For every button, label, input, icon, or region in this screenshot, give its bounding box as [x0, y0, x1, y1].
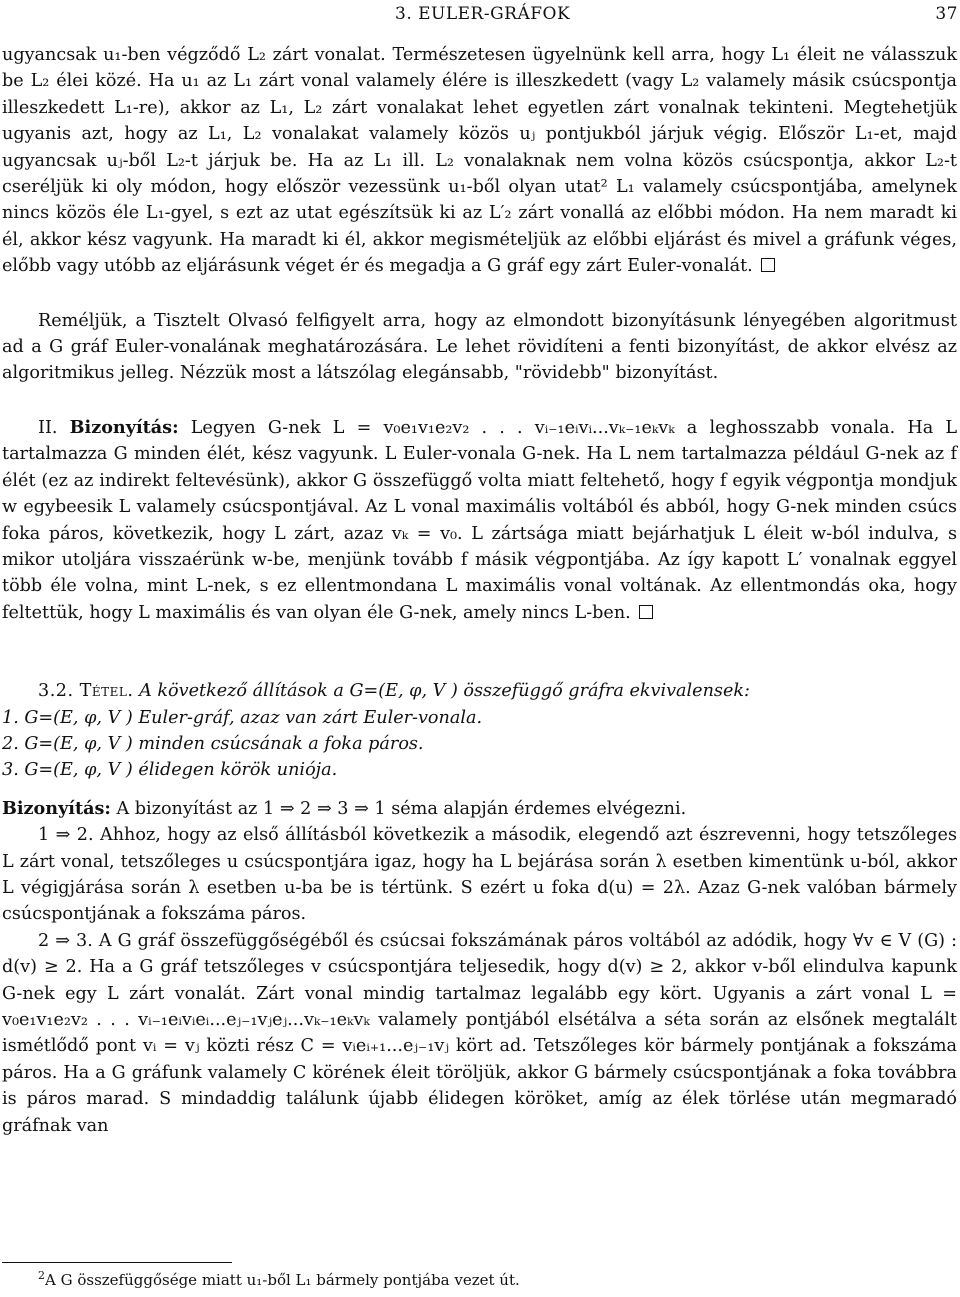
theorem-item-3: 3. G=(E, φ, V ) élidegen körök uniója. [2, 760, 338, 781]
proof-heading: Bizonyítás: [69, 416, 179, 438]
theorem-label: 3.2. Tétel. [38, 681, 134, 702]
footnote-mark: 2 [38, 1269, 45, 1282]
theorem-statement [2, 678, 957, 704]
qed-box-icon [639, 605, 653, 619]
paragraph-text: ugyancsak u₁-ben végződő L₂ zárt vonalat. Természetesen ügyelnünk kell arra, hogy L₁ éleit ne válasszuk be L₂ élei közé. Ha u₁ az L₁ zárt vonal valamely élére is illeszkedett (vagy L₂ valamely másik csúcspontja illeszkedett L₁-re), akkor az L₁, L₂ zárt vonalakat lehet egyetlen zárt vonalnak tekinteni. Megtehetjük ugyanis azt, hogy az L₁, L₂ vonalakat valamely közös uⱼ pontjukból járjuk végig. Először L₁-et, majd ugyancsak uⱼ-ből L₂-t járjuk be. Ha az L₁ ill. L₂ vonalaknak nem volna közös csúcspontja, akkor L₂-t cseréljük ki oly módon, hogy először vezessünk u₁-ből olyan utat² L₁ valamely csúcspontjába, amelynek nincs közös éle L₁-gyel, s ezt az utat egészítsük ki az L′₂ zárt vonallá az előbbi módon. Ha nem maradt ki él, akkor kész vagyunk. Ha maradt ki él, akkor megismételjük az előbbi eljárást és mivel a gráfunk véges, előbb vagy utóbb az eljárásunk véget ér és megadja a G gráf egy zárt Euler-vonalát. [2, 45, 957, 277]
proof-number: II. [38, 417, 58, 438]
footnote-text: A G összefüggősége miatt u₁-ből L₁ bármely pontjába vezet út. [45, 1271, 520, 1289]
footnote-divider [2, 1262, 232, 1263]
chapter-title: 3. EULER-GRÁFOK [395, 4, 571, 24]
proof-intro [2, 796, 957, 822]
page-number: 37 [935, 4, 958, 24]
theorem-text: A következő állítások a G=(E, φ, V ) összefüggő gráfra ekvivalensek: [139, 681, 750, 702]
paragraph-euler-proof-continued [2, 42, 957, 280]
paragraph-second-proof [2, 415, 957, 626]
proof-heading: Bizonyítás: [2, 797, 111, 819]
footnote [2, 1270, 957, 1290]
theorem-item-2: 2. G=(E, φ, V ) minden csúcsának a foka páros. [2, 733, 424, 754]
theorem-item-1: 1. G=(E, φ, V ) Euler-gráf, azaz van zárt Euler-vonala. [2, 707, 483, 728]
paragraph-2-implies-3: 2 ⇒ 3. A G gráf összefüggőségéből és csúcsai fokszámának páros voltából az adódik, hogy ∀v ∈ V (G) : d(v) ≥ 2. Ha a G gráf tetszőleges v csúcspontjára teljesedik, hogy d(v) ≥ 2, akkor v-ből elindulva kapunk G-nek egy L zárt vonalát. Zárt vonal mindig tartalmaz legalább egy kört. Ugyanis a zárt vonal L = v₀e₁v₁e₂v₂ . . . vᵢ₋₁eᵢvᵢeᵢ...eⱼ₋₁vⱼeⱼ...vₖ₋₁eₖvₖ valamely pontjából elsétálva a séta során az elsőnek megtalált ismétlődő pont vᵢ = vⱼ közti rész C = vᵢeᵢ₊₁...eⱼ₋₁vⱼ kört ad. Tetszőleges kör bármely pontjának a fokszáma páros. Ha a G gráfunk valamely C körének éleit töröljük, akkor G bármely csúcspontjának a foka továbbra is páros marad. S mindaddig találunk újabb élidegen köröket, amíg az élek törlése után megmaradó gráfnak van [2, 930, 957, 1136]
proof-intro-text: A bizonyítást az 1 ⇒ 2 ⇒ 3 ⇒ 1 séma alapján érdemes elvégezni. [116, 798, 687, 819]
main-text [2, 42, 957, 1139]
paragraph-1-implies-2: 1 ⇒ 2. Ahhoz, hogy az első állításból következik a második, elegendő azt észrevenni, hogy tetszőleges L zárt vonal, tetszőleges u csúcspontjára igaz, hogy ha L bejárása során λ esetben kimentünk u-ból, akkor L végigjárása során λ esetben u-ba be is tértünk. S ezért u foka d(u) = 2λ. Azaz G-nek valóban bármely csúcspontjának a fokszáma páros. [2, 825, 957, 925]
running-header [0, 0, 960, 30]
qed-box-icon [761, 258, 775, 272]
paragraph-text: Legyen G-nek L = v₀e₁v₁e₂v₂ . . . vᵢ₋₁eᵢvᵢ...vₖ₋₁eₖvₖ a leghosszabb vonala. Ha L tartalmazza G minden élét, kész vagyunk. L Euler-vonala G-nek. Ha L nem tartalmazza például G-nek az f élét (ez az indirekt feltevésünk), akkor G összefüggő volta miatt feltehető, hogy f egyik végpontja mondjuk w egybeesik L valamely csúcspontjával. Az L vonal maximális voltából és abból, hogy G-nek minden csúcs foka páros, következik, hogy L zárt, azaz vₖ = v₀. L zártsága miatt bejárhatjuk L éleit w-ból indulva, s mikor utoljára visszaérünk w-be, menjünk tovább f másik végpontjába. Az így kapott L′ vonalnak eggyel több éle volna, mint L-nek, s ez ellentmondana L maximális vonal voltának. Az ellentmondás oka, hogy feltettük, hogy L maximális és van olyan éle G-nek, amely nincs L-ben. [2, 417, 958, 623]
paragraph-algorithm-remark: Reméljük, a Tisztelt Olvasó felfigyelt arra, hogy az elmondott bizonyításunk lényegében algoritmust ad a G gráf Euler-vonalának meghatározására. Le lehet rövidíteni a fenti bizonyítást, de akkor elvész az algoritmikus jelleg. Nézzük most a látszólag elegánsabb, "rövidebb" bizonyítást. [2, 310, 957, 384]
